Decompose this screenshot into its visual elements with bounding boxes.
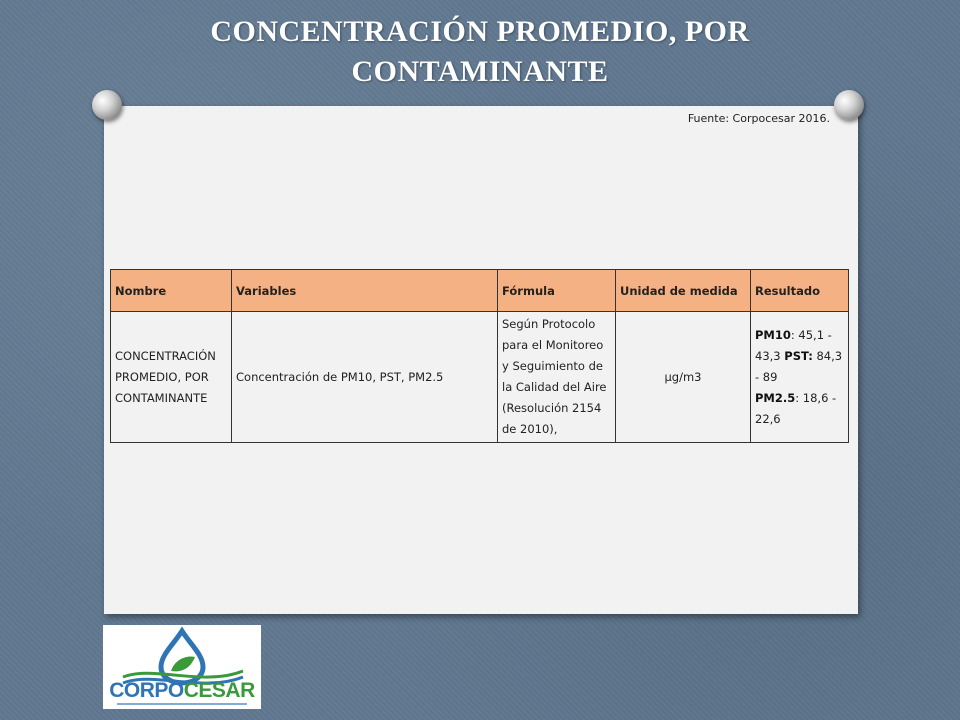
cell-formula: Según Protocolo para el Monitoreo y Seguimiento de la Calidad del Aire (Resolución 2154 de 2010), bbox=[498, 312, 616, 443]
logo-word-part1: CORPO bbox=[109, 679, 184, 702]
slide-title-line1: CONCENTRACIÓN PROMEDIO, POR bbox=[210, 15, 750, 48]
pst-label: PST: bbox=[784, 348, 813, 363]
slide-title bbox=[0, 12, 960, 92]
slide-title-line2: CONTAMINANTE bbox=[351, 55, 609, 88]
pst-value: 84,3 - 89 bbox=[755, 348, 843, 384]
corpocesar-logo bbox=[103, 625, 261, 709]
cell-variables: Concentración de PM10, PST, PM2.5 bbox=[232, 312, 498, 443]
pushpin-left-icon bbox=[92, 90, 122, 120]
source-note: Fuente: Corpocesar 2016. bbox=[687, 112, 830, 125]
cell-resultado bbox=[751, 312, 849, 443]
header-variables: Variables bbox=[232, 270, 498, 312]
pm25-value: : 18,6 - 22,6 bbox=[755, 390, 837, 426]
pm25-label: PM2.5 bbox=[755, 390, 796, 405]
table-header-row bbox=[111, 270, 849, 312]
pm10-label: PM10 bbox=[755, 327, 791, 342]
cell-unidad: µg/m3 bbox=[616, 312, 751, 443]
cell-nombre: CONCENTRACIÓN PROMEDIO, POR CONTAMINANTE bbox=[111, 312, 232, 443]
logo-wordmark bbox=[103, 679, 261, 703]
content-panel bbox=[104, 106, 858, 614]
table-row bbox=[111, 312, 849, 443]
pm10-value: : 45,1 - 43,3 bbox=[755, 327, 832, 363]
logo-word-part2: CESAR bbox=[183, 679, 255, 702]
pushpin-right-icon bbox=[834, 90, 864, 120]
header-formula: Fórmula bbox=[498, 270, 616, 312]
logo-tagline-line bbox=[117, 703, 247, 705]
header-resultado: Resultado bbox=[751, 270, 849, 312]
header-nombre: Nombre bbox=[111, 270, 232, 312]
header-unidad: Unidad de medida bbox=[616, 270, 751, 312]
indicator-table bbox=[110, 269, 849, 443]
